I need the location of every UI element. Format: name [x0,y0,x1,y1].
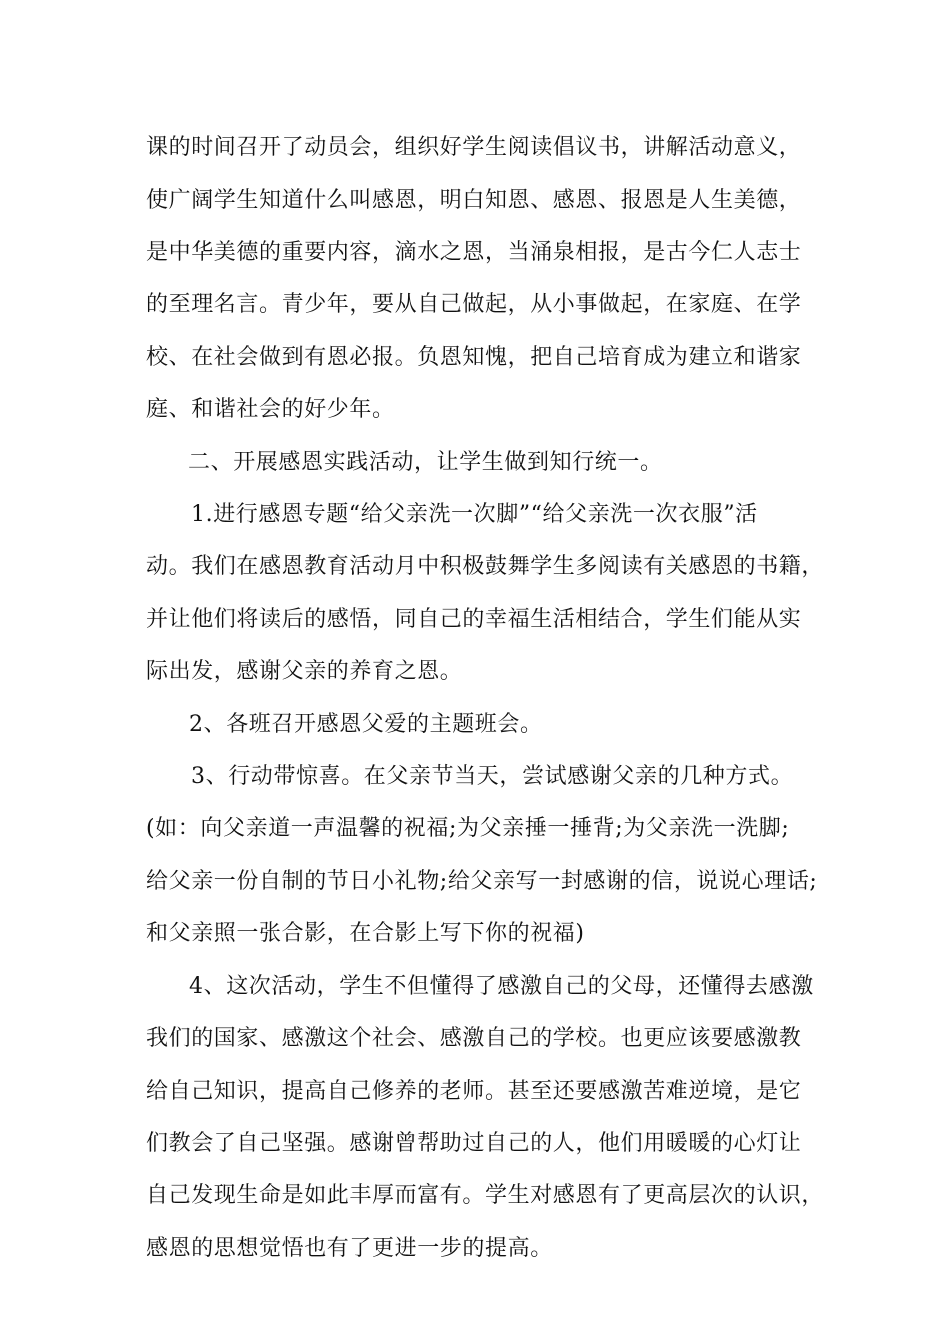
text-line: 3、行动带惊喜。在父亲节当天，尝试感谢父亲的几种方式。 [191,764,794,789]
text-line: 我们的国家、感激这个社会、感激自己的学校。也更应该要感激教 [146,1026,802,1051]
text-line: 动。我们在感恩教育活动月中积极鼓舞学生多阅读有关感恩的书籍， [146,554,825,579]
text-line: 是中华美德的重要内容，滴水之恩，当涌泉相报，是古今仁人志士 [146,240,802,265]
text-line: 2、各班召开感恩父爱的主题班会。 [189,712,543,737]
text-line: 校、在社会做到有恩必报。负恩知愧，把自己培育成为建立和谐家 [146,345,802,370]
text-line: 感恩的思想觉悟也有了更进一步的提高。 [146,1236,553,1261]
text-line: 课的时间召开了动员会，组织好学生阅读倡议书，讲解活动意义， [146,135,802,160]
text-line: 的至理名言。青少年，要从自己做起，从小事做起，在家庭、在学 [146,292,802,317]
text-line: 4、这次活动，学生不但懂得了感激自己的父母，还懂得去感激 [189,974,814,999]
text-line: 给父亲一份自制的节日小礼物;给父亲写一封感谢的信，说说心理话; [146,869,818,894]
text-line: 给自己知识，提高自己修养的老师。甚至还要感激苦难逆境，是它 [146,1079,802,1104]
text-line: 和父亲照一张合影，在合影上写下你的祝福) [146,921,585,946]
text-line: 1.进行感恩专题“给父亲洗一次脚”“给父亲洗一次衣服”活 [191,502,758,527]
text-line: 并让他们将读后的感悟，同自己的幸福生活相结合，学生们能从实 [146,607,802,632]
text-line: 使广阔学生知道什么叫感恩，明白知恩、感恩、报恩是人生美德， [146,188,802,213]
text-line: 际出发，感谢父亲的养育之恩。 [146,659,463,684]
text-line: (如：向父亲道一声温馨的祝福;为父亲捶一捶背;为父亲洗一洗脚; [146,816,790,841]
text-line: 庭、和谐社会的好少年。 [146,397,395,422]
text-line: 们教会了自己坚强。感谢曾帮助过自己的人，他们用暖暖的心灯让 [146,1131,802,1156]
text-line: 自己发现生命是如此丰厚而富有。学生对感恩有了更高层次的认识， [146,1183,825,1208]
section-heading: 二、开展感恩实践活动，让学生做到知行统一。 [188,450,663,475]
